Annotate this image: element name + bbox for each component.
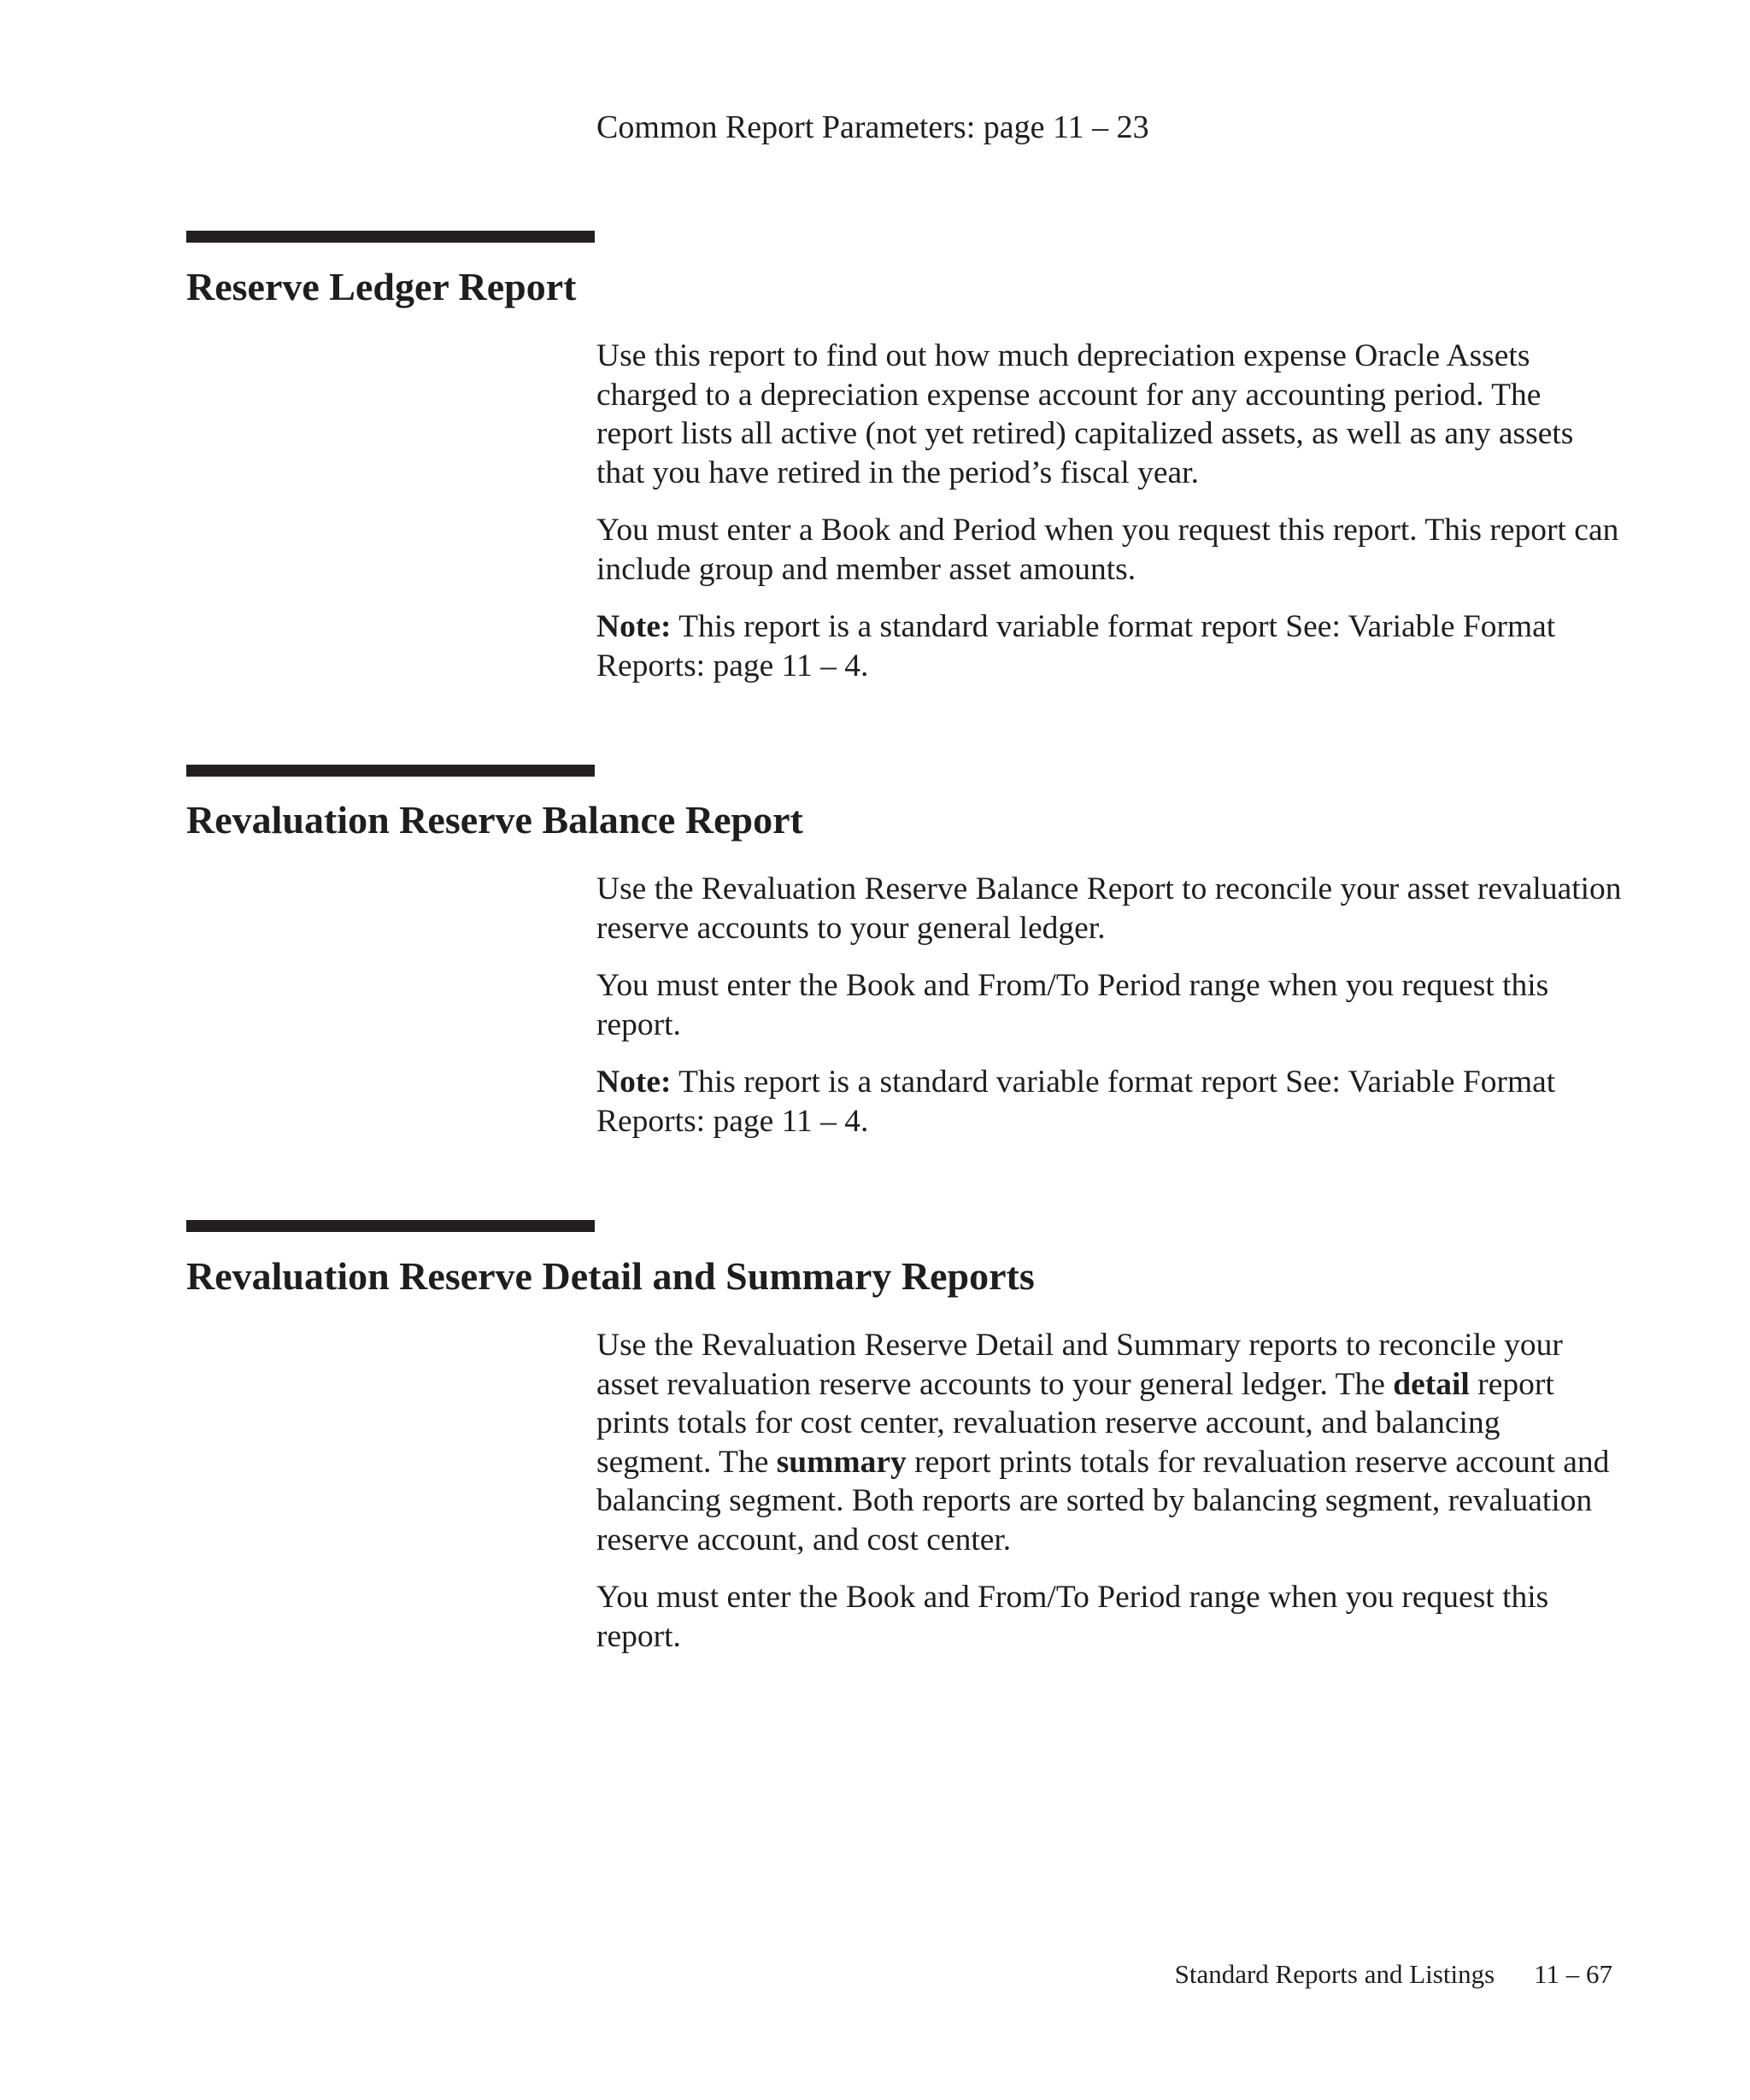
paragraph-text: report prints totals for revaluation reserve account and balancing segment. Both reports are sorted by balancing segment, revaluation reserve account, and cost center.: [596, 1444, 1610, 1557]
paragraph-text: report prints totals for cost center, revaluation reserve account, and balancing segment. The: [596, 1366, 1554, 1480]
bold-term-summary: summary: [776, 1444, 907, 1480]
bold-term-detail: detail: [1393, 1366, 1470, 1402]
page-footer: [1175, 1958, 1612, 1991]
section-heading-reserve-ledger: Reserve Ledger Report: [186, 265, 577, 308]
note-label: Note:: [596, 609, 672, 644]
section-body-reserve-ledger: [596, 337, 1622, 704]
cross-reference-text: Common Report Parameters: page 11 – 23: [596, 109, 1149, 145]
section-heading-revaluation-reserve-balance: Revaluation Reserve Balance Report: [186, 798, 803, 842]
paragraph: Use this report to find out how much depreciation expense Oracle Assets charged to a depreciation expense account for any accounting period. The report lists all active (not yet retired) capitalized assets, as well as any assets that you have retired in the period’s fiscal year.: [596, 338, 1574, 490]
note-paragraph: [596, 607, 1622, 685]
paragraph: You must enter a Book and Period when you request this report. This report can include group and member asset amounts.: [596, 513, 1619, 587]
paragraph: Use the Revaluation Reserve Balance Report to reconcile your asset revaluation reserve accounts to your general ledger.: [596, 871, 1622, 946]
section-body-revaluation-reserve-balance: [596, 870, 1622, 1159]
section-divider-rule: [186, 231, 595, 243]
note-label: Note:: [596, 1065, 672, 1100]
note-paragraph: [596, 1063, 1622, 1141]
footer-chapter-title: Standard Reports and Listings: [1174, 1959, 1495, 1989]
paragraph-text: Use the Revaluation Reserve Detail and Summary reports to reconcile your asset revaluation reserve accounts to your general ledger. The: [596, 1328, 1563, 1402]
paragraph: [596, 1326, 1622, 1559]
section-divider-rule: [186, 1220, 595, 1232]
paragraph: You must enter the Book and From/To Period range when you request this report.: [596, 1580, 1549, 1654]
paragraph: You must enter the Book and From/To Period range when you request this report.: [596, 968, 1549, 1042]
note-text: This report is a standard variable format report See: Variable Format Reports: page 11 – 4.: [596, 609, 1556, 683]
note-text: This report is a standard variable format report See: Variable Format Reports: page 11 – 4.: [596, 1065, 1556, 1139]
section-body-revaluation-reserve-detail-summary: [596, 1326, 1622, 1675]
section-heading-revaluation-reserve-detail-summary: Revaluation Reserve Detail and Summary Reports: [186, 1254, 1035, 1298]
footer-page-number: 11 – 67: [1534, 1959, 1612, 1989]
section-divider-rule: [186, 765, 595, 777]
